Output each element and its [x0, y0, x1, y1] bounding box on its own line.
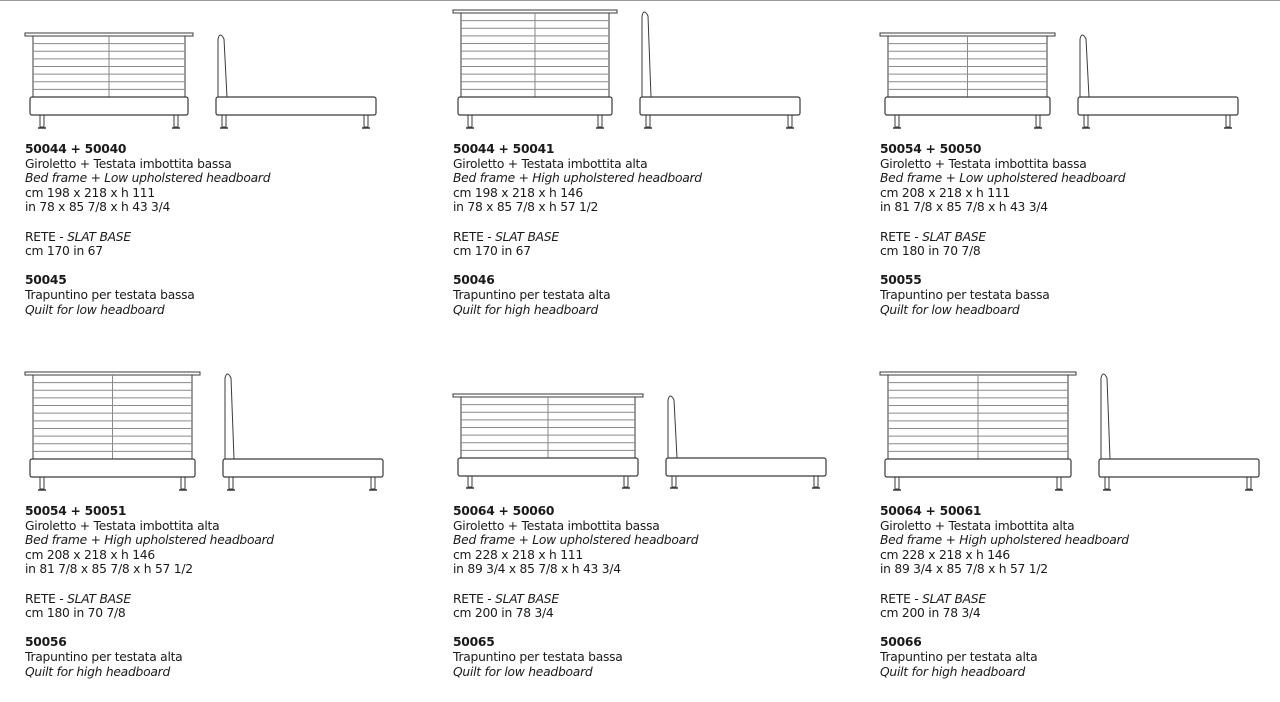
bed-leg: [1036, 115, 1040, 127]
bed-leg-side: [788, 115, 792, 127]
bed-leg-side: [371, 477, 375, 489]
bed-leg: [174, 115, 178, 127]
quilt-name-en: Quilt for high headboard: [25, 664, 170, 679]
product-name-it: Giroletto + Testata imbottita bassa: [25, 156, 232, 171]
bed-leg: [40, 115, 44, 127]
slat-label: RETE - SLAT BASE: [880, 591, 986, 606]
slat-size: cm 180 in 70 7/8: [25, 606, 126, 621]
product-name-it: Giroletto + Testata imbottita alta: [25, 518, 220, 533]
headboard-side: [218, 35, 227, 97]
dimensions-cm: cm 198 x 218 x h 111: [25, 185, 155, 200]
product-info: [453, 504, 853, 679]
product-name-en: Bed frame + High upholstered headboard: [453, 171, 702, 186]
product-name-en: Bed frame + High upholstered headboard: [880, 533, 1129, 548]
bed-leg-side: [1247, 477, 1251, 489]
product-info: [25, 142, 425, 317]
headboard-side: [642, 12, 651, 97]
bed-leg: [468, 115, 472, 127]
quilt-code: 50056: [25, 635, 67, 650]
quilt-name-en: Quilt for low headboard: [453, 664, 593, 679]
quilt-code: 50045: [25, 273, 67, 288]
headboard-side: [1080, 35, 1089, 97]
bed-leg: [468, 476, 472, 487]
quilt-code: 50055: [880, 273, 922, 288]
quilt-name-it: Trapuntino per testata alta: [453, 287, 611, 302]
bed-base-side: [216, 97, 376, 115]
quilt-code: 50065: [453, 635, 495, 650]
product-info: [880, 504, 1280, 679]
bed-leg-side: [1084, 115, 1088, 127]
slat-size: cm 200 in 78 3/4: [880, 606, 981, 621]
bed-base-side: [640, 97, 800, 115]
dimensions-cm: cm 198 x 218 x h 146: [453, 185, 583, 200]
dimensions-in: in 81 7/8 x 85 7/8 x h 43 3/4: [880, 200, 1048, 215]
product-card: [880, 0, 1280, 340]
bed-leg-side: [672, 476, 676, 487]
product-card: [880, 362, 1280, 702]
dimensions-in: in 78 x 85 7/8 x h 57 1/2: [453, 200, 599, 215]
product-name-it: Giroletto + Testata imbottita alta: [880, 518, 1075, 533]
bed-drawing: [25, 362, 445, 502]
product-code: 50044 + 50041: [453, 142, 555, 156]
bed-base-side: [223, 459, 383, 477]
dimensions-cm: cm 228 x 218 x h 146: [880, 547, 1010, 562]
bed-leg-side: [229, 477, 233, 489]
bed-drawing: [453, 362, 873, 502]
product-name-en: Bed frame + Low upholstered headboard: [453, 533, 699, 548]
bed-leg: [895, 115, 899, 127]
bed-leg-side: [646, 115, 650, 127]
bed-base-front: [885, 97, 1050, 115]
bed-base-front: [458, 97, 612, 115]
product-name-en: Bed frame + Low upholstered headboard: [880, 171, 1126, 186]
quilt-name-it: Trapuntino per testata bassa: [453, 649, 623, 664]
dimensions-cm: cm 208 x 218 x h 146: [25, 547, 155, 562]
bed-base-front: [458, 458, 638, 476]
bed-base-side: [1078, 97, 1238, 115]
quilt-name-en: Quilt for high headboard: [453, 302, 598, 317]
product-card: [453, 362, 873, 702]
bed-base-side: [666, 458, 826, 476]
bed-leg: [895, 477, 899, 489]
dimensions-in: in 89 3/4 x 85 7/8 x h 43 3/4: [453, 562, 621, 577]
product-card: [25, 0, 445, 340]
quilt-name-it: Trapuntino per testata alta: [880, 649, 1038, 664]
product-name-it: Giroletto + Testata imbottita bassa: [880, 156, 1087, 171]
dimensions-cm: cm 228 x 218 x h 111: [453, 547, 583, 562]
bed-leg-side: [364, 115, 368, 127]
product-name-en: Bed frame + High upholstered headboard: [25, 533, 274, 548]
slat-size: cm 170 in 67: [25, 244, 103, 259]
bed-leg: [40, 477, 44, 489]
dimensions-cm: cm 208 x 218 x h 111: [880, 185, 1010, 200]
bed-base-front: [30, 97, 188, 115]
quilt-code: 50066: [880, 635, 922, 650]
bed-leg: [1057, 477, 1061, 489]
product-name-en: Bed frame + Low upholstered headboard: [25, 171, 271, 186]
bed-leg: [181, 477, 185, 489]
bed-leg: [624, 476, 628, 487]
product-info: [880, 142, 1280, 317]
quilt-name-it: Trapuntino per testata bassa: [25, 287, 195, 302]
headboard-side: [225, 374, 234, 459]
product-name-it: Giroletto + Testata imbottita alta: [453, 156, 648, 171]
bed-leg-side: [1226, 115, 1230, 127]
bed-leg-side: [222, 115, 226, 127]
bed-base-front: [30, 459, 195, 477]
product-code: 50044 + 50040: [25, 142, 127, 156]
bed-drawing: [25, 0, 445, 140]
bed-drawing: [880, 362, 1280, 502]
slat-label: RETE - SLAT BASE: [453, 591, 559, 606]
product-card: [25, 362, 445, 702]
bed-leg-side: [814, 476, 818, 487]
bed-drawing: [453, 0, 873, 140]
slat-size: cm 180 in 70 7/8: [880, 244, 981, 259]
product-code: 50054 + 50051: [25, 504, 127, 518]
product-code: 50054 + 50050: [880, 142, 982, 156]
product-info: [453, 142, 853, 317]
slat-label: RETE - SLAT BASE: [880, 229, 986, 244]
slat-size: cm 200 in 78 3/4: [453, 606, 554, 621]
dimensions-in: in 81 7/8 x 85 7/8 x h 57 1/2: [25, 562, 193, 577]
slat-label: RETE - SLAT BASE: [25, 591, 131, 606]
quilt-name-en: Quilt for high headboard: [880, 664, 1025, 679]
product-card: [453, 0, 873, 340]
product-name-it: Giroletto + Testata imbottita bassa: [453, 518, 660, 533]
dimensions-in: in 78 x 85 7/8 x h 43 3/4: [25, 200, 171, 215]
dimensions-in: in 89 3/4 x 85 7/8 x h 57 1/2: [880, 562, 1048, 577]
product-code: 50064 + 50061: [880, 504, 982, 518]
headboard-side: [668, 396, 677, 458]
quilt-name-it: Trapuntino per testata alta: [25, 649, 183, 664]
bed-base-side: [1099, 459, 1259, 477]
bed-drawing: [880, 0, 1280, 140]
slat-size: cm 170 in 67: [453, 244, 531, 259]
quilt-name-en: Quilt for low headboard: [880, 302, 1020, 317]
bed-base-front: [885, 459, 1071, 477]
bed-leg: [598, 115, 602, 127]
slat-label: RETE - SLAT BASE: [25, 229, 131, 244]
headboard-side: [1101, 374, 1110, 459]
slat-label: RETE - SLAT BASE: [453, 229, 559, 244]
bed-leg-side: [1105, 477, 1109, 489]
quilt-code: 50046: [453, 273, 495, 288]
product-code: 50064 + 50060: [453, 504, 555, 518]
product-info: [25, 504, 425, 679]
quilt-name-en: Quilt for low headboard: [25, 302, 165, 317]
quilt-name-it: Trapuntino per testata bassa: [880, 287, 1050, 302]
